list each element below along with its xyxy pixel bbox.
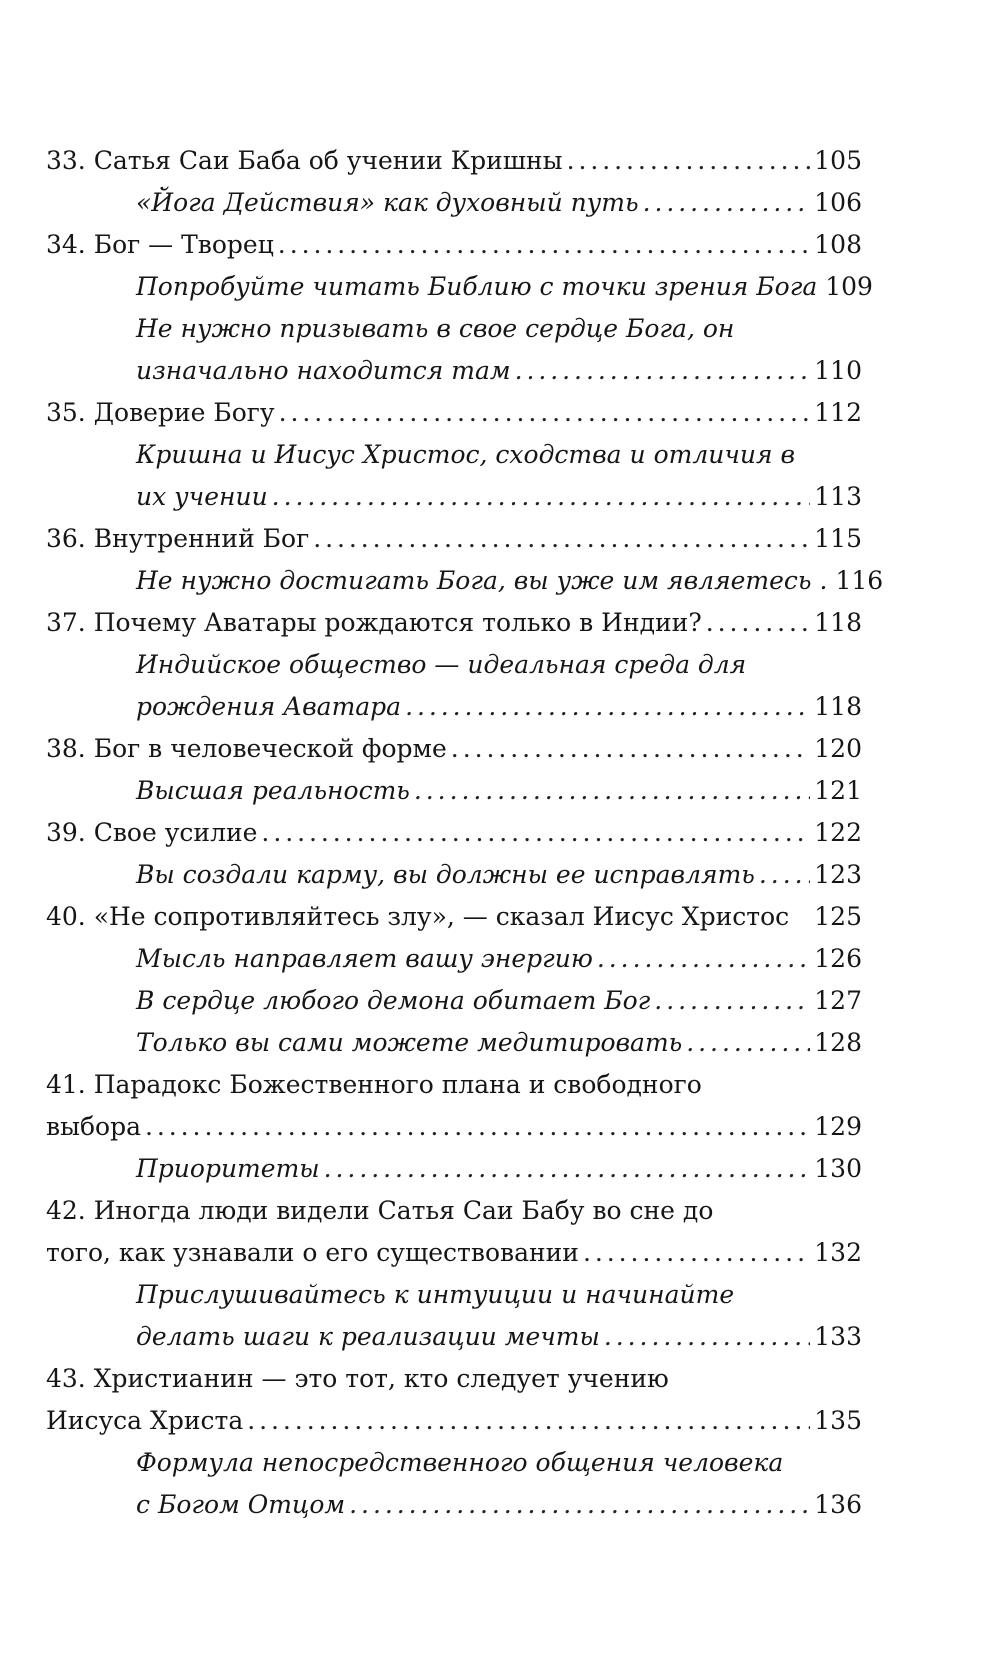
dot-leader <box>643 182 811 224</box>
chapter-title: 35. Доверие Богу <box>46 398 275 427</box>
toc-subentry <box>46 1442 862 1526</box>
page-number: 110 <box>814 356 862 385</box>
toc-line <box>46 812 862 854</box>
subsection-title: Прислушивайтесь к интуиции и начинайте <box>136 1280 735 1309</box>
dot-leader <box>405 686 810 728</box>
toc-line <box>46 224 862 266</box>
toc-entry <box>46 896 862 938</box>
toc-line <box>46 1316 862 1358</box>
subsection-title: рождения Аватара <box>136 692 402 721</box>
subsection-title: Высшая реальность <box>136 776 410 805</box>
toc-subentry <box>46 434 862 518</box>
chapter-title: 41. Парадокс Божественного плана и свободного <box>46 1070 702 1099</box>
toc-entry <box>46 1358 862 1442</box>
chapter-title: 36. Внутренний Бог <box>46 524 310 553</box>
subsection-title: Приоритеты <box>136 1154 320 1183</box>
dot-leader <box>272 476 811 518</box>
toc-line <box>46 1442 862 1484</box>
toc-entry <box>46 1064 862 1148</box>
dot-leader <box>261 812 810 854</box>
toc-subentry <box>46 1148 862 1190</box>
toc-line <box>46 1106 862 1148</box>
toc-line <box>46 434 862 476</box>
page-number: 123 <box>814 860 862 889</box>
toc-line <box>46 980 862 1022</box>
toc-line <box>46 1232 862 1274</box>
dot-leader <box>349 1484 810 1526</box>
toc-line <box>46 182 862 224</box>
page-number: 121 <box>814 776 862 805</box>
toc-line <box>46 518 862 560</box>
subsection-title: Не нужно призывать в свое сердце Бога, он <box>136 314 735 343</box>
toc-entry <box>46 1190 862 1274</box>
toc-entry <box>46 728 862 770</box>
dot-leader <box>279 392 811 434</box>
page-number: 118 <box>814 608 862 637</box>
toc-entry <box>46 392 862 434</box>
dot-leader <box>706 602 811 644</box>
toc-entry <box>46 518 862 560</box>
toc-line <box>46 896 862 938</box>
dot-leader <box>278 224 810 266</box>
chapter-title: 33. Сатья Саи Баба об учении Кришны <box>46 146 563 175</box>
toc-entry <box>46 602 862 644</box>
toc-subentry <box>46 854 862 896</box>
subsection-title: Мысль направляет вашу энергию <box>136 944 593 973</box>
toc-subentry <box>46 266 873 308</box>
subsection-title: Попробуйте читать Библию с точки зрения Бога <box>136 272 818 301</box>
page-number: 126 <box>814 944 862 973</box>
table-of-contents <box>46 140 884 1526</box>
dot-leader <box>145 1106 810 1148</box>
subsection-title: Формула непосредственного общения человека <box>136 1448 784 1477</box>
toc-subentry <box>46 770 862 812</box>
toc-line <box>46 1064 862 1106</box>
chapter-title: 42. Иногда люди видели Сатья Саи Бабу во сне до <box>46 1196 714 1225</box>
toc-subentry <box>46 182 862 224</box>
toc-line <box>46 1022 862 1064</box>
subsection-title: Вы создали карму, вы должны ее исправлять <box>136 860 755 889</box>
subsection-title: делать шаги к реализации мечты <box>136 1322 600 1351</box>
dot-leader <box>583 1232 810 1274</box>
toc-subentry <box>46 308 862 392</box>
chapter-title: Иисуса Христа <box>46 1406 244 1435</box>
page-number: 108 <box>814 230 862 259</box>
page-number: 132 <box>814 1238 862 1267</box>
chapter-title: 40. «Не сопротивляйтесь злу», — сказал Иисус Христос <box>46 902 790 931</box>
page-number: 116 <box>835 566 884 595</box>
toc-line <box>46 392 862 434</box>
page-number: 112 <box>814 398 862 427</box>
toc-line <box>46 644 862 686</box>
dot-leader <box>604 1316 810 1358</box>
toc-line <box>46 140 862 182</box>
dot-leader <box>324 1148 811 1190</box>
toc-subentry <box>46 1022 862 1064</box>
dot-leader <box>654 980 810 1022</box>
page-number: 113 <box>814 482 862 511</box>
dot-leader <box>247 1400 810 1442</box>
chapter-title: 37. Почему Аватары рождаются только в Индии? <box>46 608 702 637</box>
toc-subentry <box>46 980 862 1022</box>
subsection-title: Индийское общество — идеальная среда для <box>136 650 747 679</box>
subsection-title: Не нужно достигать Бога, вы уже им являетесь . <box>136 566 828 595</box>
toc-entry <box>46 140 862 182</box>
page-number: 115 <box>814 524 862 553</box>
toc-line <box>46 770 862 812</box>
toc-line <box>46 686 862 728</box>
subsection-title: с Богом Отцом <box>136 1490 346 1519</box>
toc-entry <box>46 224 862 266</box>
page-number: 133 <box>814 1322 862 1351</box>
subsection-title: Только вы сами можете медитировать <box>136 1028 683 1057</box>
page-number: 129 <box>814 1112 862 1141</box>
page-number: 130 <box>814 1154 862 1183</box>
toc-line <box>46 1358 862 1400</box>
page-number: 128 <box>814 1028 862 1057</box>
toc-subentry <box>46 560 884 602</box>
chapter-title: 43. Христианин — это тот, кто следует учению <box>46 1364 669 1393</box>
page-number: 125 <box>814 902 862 931</box>
page-number: 118 <box>814 692 862 721</box>
subsection-title: изначально находится там <box>136 356 511 385</box>
page-number: 105 <box>814 146 862 175</box>
toc-line <box>46 602 862 644</box>
dot-leader <box>567 140 811 182</box>
subsection-title: Кришна и Иисус Христос, сходства и отличия в <box>136 440 796 469</box>
dot-leader <box>759 854 810 896</box>
toc-line <box>46 1190 862 1232</box>
toc-line <box>46 308 862 350</box>
toc-line <box>46 350 862 392</box>
toc-line <box>46 266 873 308</box>
subsection-title: «Йога Действия» как духовный путь <box>136 188 639 217</box>
page-number: 136 <box>814 1490 862 1519</box>
toc-line <box>46 728 862 770</box>
toc-line <box>46 1400 862 1442</box>
chapter-title: 34. Бог — Творец <box>46 230 274 259</box>
chapter-title: 38. Бог в человеческой форме <box>46 734 447 763</box>
page-number: 127 <box>814 986 862 1015</box>
chapter-title: 39. Свое усилие <box>46 818 258 847</box>
page-number: 135 <box>814 1406 862 1435</box>
chapter-title: выбора <box>46 1112 141 1141</box>
toc-subentry <box>46 1274 862 1358</box>
dot-leader <box>451 728 810 770</box>
dot-leader <box>515 350 811 392</box>
subsection-title: их учении <box>136 482 268 511</box>
toc-line <box>46 938 862 980</box>
dot-leader <box>686 1022 810 1064</box>
subsection-title: В сердце любого демона обитает Бог <box>136 986 651 1015</box>
toc-subentry <box>46 644 862 728</box>
page-number: 120 <box>814 734 862 763</box>
toc-line <box>46 1274 862 1316</box>
toc-line <box>46 854 862 896</box>
toc-line <box>46 476 862 518</box>
toc-line <box>46 1148 862 1190</box>
page-number: 106 <box>814 188 862 217</box>
toc-entry <box>46 812 862 854</box>
dot-leader <box>597 938 810 980</box>
chapter-title: того, как узнавали о его существовании <box>46 1238 579 1267</box>
dot-leader <box>414 770 810 812</box>
dot-leader <box>313 518 810 560</box>
toc-line <box>46 560 884 602</box>
toc-line <box>46 1484 862 1526</box>
page-number: 109 <box>825 272 873 301</box>
page-number: 122 <box>814 818 862 847</box>
toc-subentry <box>46 938 862 980</box>
